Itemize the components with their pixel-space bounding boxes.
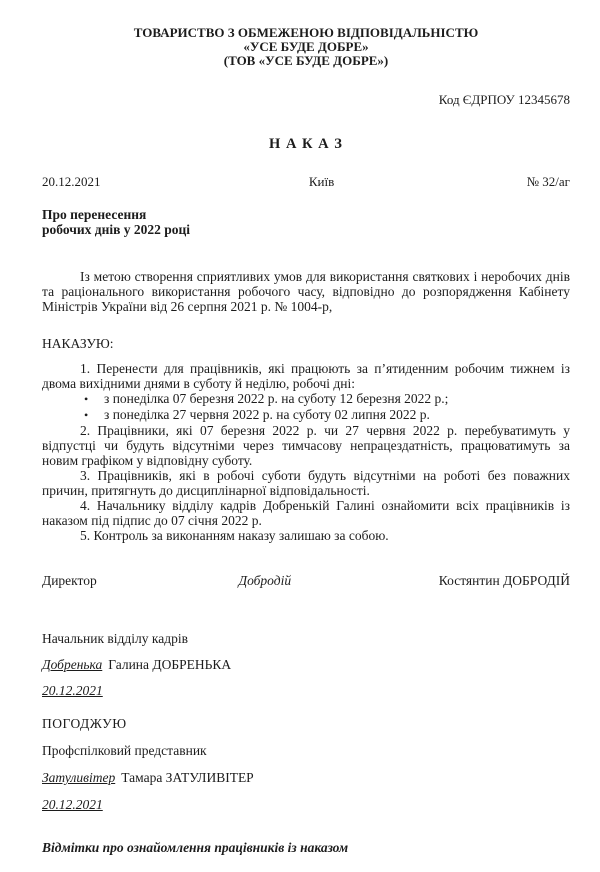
- hr-title: Начальник відділу кадрів: [42, 631, 188, 646]
- order-preamble: Із метою створення сприятливих умов для використання святкових і неробочих днів та раціонального використання робочого часу, відповідно до розпорядження Кабінету Міністрів України від 26 серпня 2021 р. № 1004-р,: [42, 269, 570, 314]
- order-item-3: 3. Працівників, які в робочі суботи будуть відсутніми на роботі без поважних причин, притягнуть до дисциплінарної відповідальності.: [42, 468, 570, 498]
- company-name-line2: «УСЕ БУДЕ ДОБРЕ»: [243, 39, 369, 54]
- bullet-icon: •: [84, 392, 89, 406]
- approval-sign-date: 20.12.2021: [42, 797, 103, 812]
- approval-block: [42, 716, 570, 812]
- order-bullet-item: [42, 391, 570, 407]
- company-name-line3: (ТОВ «УСЕ БУДЕ ДОБРЕ»): [223, 53, 389, 68]
- order-verb: НАКАЗУЮ:: [42, 336, 114, 351]
- order-items: [42, 361, 570, 543]
- order-bullet-item: [42, 407, 570, 423]
- hr-name: Галина ДОБРЕНЬКА: [108, 657, 232, 672]
- order-date: 20.12.2021: [42, 174, 101, 189]
- order-item-2: 2. Працівники, які 07 березня 2022 р. чи 27 червня 2022 р. перебуватимуть у відпустці чи будуть відсутніми через тимчасову непрацездатність, працюватимуть за новим графіком у відповідну суботу.: [42, 423, 570, 468]
- hr-sign-date: 20.12.2021: [42, 683, 103, 698]
- hr-signature-line: [42, 657, 570, 672]
- order-number: № 32/аг: [526, 174, 570, 189]
- bullet-text: з понеділка 27 червня 2022 р. на суботу 02 липня 2022 р.: [104, 407, 430, 422]
- order-subject: [42, 207, 570, 237]
- order-meta-row: [42, 174, 570, 190]
- order-item-4: 4. Начальнику відділу кадрів Добренькій Галині ознайомити всіх працівників із наказом під підпис до 07 січня 2022 р.: [42, 498, 570, 528]
- edrpou-code: Код ЄДРПОУ 12345678: [438, 92, 570, 107]
- approval-name: Тамара ЗАТУЛИВІТЕР: [121, 770, 254, 785]
- hr-signature-block: [42, 631, 570, 698]
- hr-signature: Добренька: [42, 657, 103, 672]
- letterhead: [42, 26, 570, 68]
- approval-signature-line: [42, 770, 570, 785]
- footer-note: Відмітки про ознайомлення працівників із наказом: [42, 840, 349, 855]
- director-signature-row: [42, 573, 570, 589]
- director-name: Костянтин ДОБРОДІЙ: [438, 573, 570, 588]
- company-name-line1: ТОВАРИСТВО З ОБМЕЖЕНОЮ ВІДПОВІДАЛЬНІСТЮ: [133, 25, 479, 40]
- order-title: Н А К А З: [269, 136, 343, 152]
- order-subject-line2: робочих днів у 2022 році: [42, 222, 191, 237]
- approval-heading: ПОГОДЖУЮ: [42, 716, 127, 731]
- director-title: Директор: [42, 573, 97, 588]
- approval-signature: Затуливітер: [42, 770, 116, 785]
- approval-title: Профспілковий представник: [42, 743, 207, 758]
- order-item-1: 1. Перенести для працівників, які працюють за п’ятиденним робочим тижнем із двома вихідними днями в суботу й неділю, робочі дні:: [42, 361, 570, 391]
- bullet-text: з понеділка 07 березня 2022 р. на суботу 12 березня 2022 р.;: [104, 391, 449, 406]
- order-subject-line1: Про перенесення: [42, 207, 147, 222]
- order-item-5: 5. Контроль за виконанням наказу залишаю за собою.: [80, 528, 389, 543]
- director-signature: Добродій: [238, 573, 292, 588]
- bullet-icon: •: [84, 408, 89, 422]
- order-city: Київ: [308, 174, 335, 189]
